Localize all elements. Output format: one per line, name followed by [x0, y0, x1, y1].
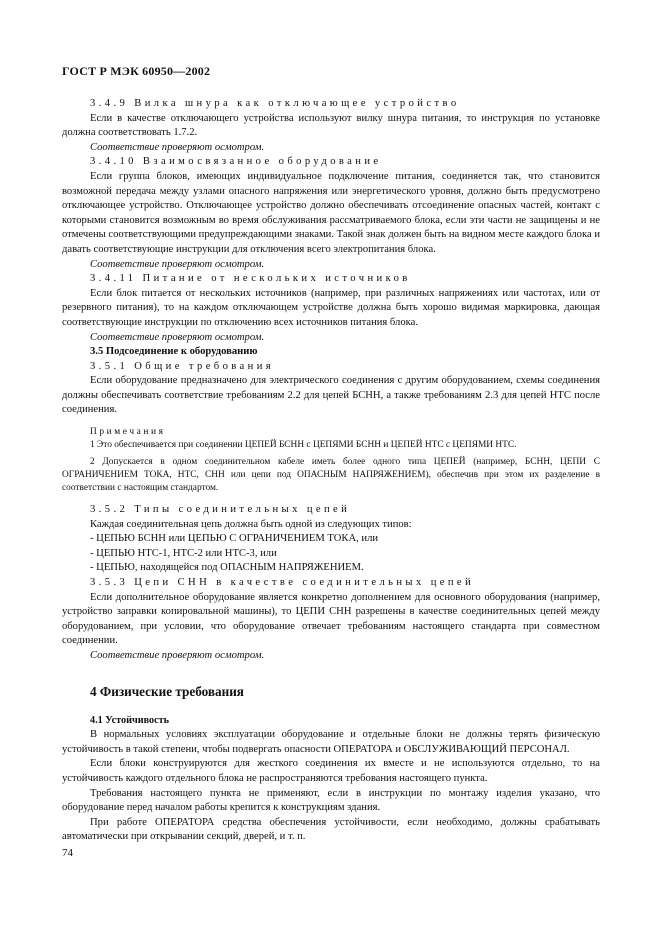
list-item: - ЦЕПЬЮ БСНН или ЦЕПЬЮ С ОГРАНИЧЕНИЕМ ТОКА, или	[90, 533, 379, 545]
section-4-1-paragraph: В нормальных условиях эксплуатации оборудование и отдельные блоки не должны терять физическую устойчивость в такой степени, чтобы подвергать опасности ОПЕРАТОРА и ОБСЛУЖИВАЮЩИЙ ПЕРСОНАЛ.	[62, 729, 600, 755]
document-header: ГОСТ Р МЭК 60950—2002	[62, 64, 211, 78]
section-3-5-3-title: 3.5.3 Цепи СНН в качестве соединительных цепей	[90, 577, 475, 589]
notes-title: Примечания	[90, 427, 166, 438]
section-3-5-1-text: Если оборудование предназначено для электрического соединения с другим оборудованием, схемы соединения должны обеспечивать соответствие требованиям 2.2 для цепей БСНН, а также требованиям 2.3 для цепей НТС после соединения.	[62, 375, 600, 416]
section-3-5-3-check: Соответствие проверяют осмотром.	[90, 650, 265, 661]
section-4-1-title: 4.1 Устойчивость	[90, 714, 170, 726]
section-3-5-title: 3.5 Подсоединение к оборудованию	[90, 346, 258, 358]
section-3-5-3-text: Если дополнительное оборудование является конкретно дополнением для основного оборудования (например, устройство заправки копировальной машины), то ЦЕПИ СНН разрешены в качестве соединительных цепей между оборудованием, при условии, что оборудование отвечает требованиям настоящего стандарта при совместном соединении.	[62, 591, 600, 647]
section-4-1-paragraph: Если блоки конструируются для жесткого соединения их вместе и не используются отдельно, то на устойчивость каждого отдельного блока не распространяются требования настоящего пункта.	[62, 758, 600, 784]
section-4-title: 4 Физические требования	[90, 683, 244, 699]
section-4-1-paragraph: При работе ОПЕРАТОРА средства обеспечения устойчивости, если необходимо, должны срабатывать автоматически при открывании секций, дверей, и т. п.	[62, 816, 600, 843]
section-3-4-10-title: 3.4.10 Взаимосвязанное оборудование	[90, 156, 382, 168]
section-3-4-9-text: Если в качестве отключающего устройства используют вилку шнура питания, то инструкция по установке должна соответствовать 1.7.2.	[62, 112, 600, 139]
page-number: 74	[62, 847, 73, 859]
section-3-5-2-text: Каждая соединительная цепь должна быть одной из следующих типов:	[90, 518, 412, 530]
section-3-4-10-text: Если группа блоков, имеющих индивидуальное подключение питания, соединяется так, что становится возможной передача между узлами опасного напряжения или энергетического уровня, должно быть предусмотрено отключающее устройство. Отключающее устройство должно обеспечивать отсоединение опасных частей, контакт с которыми становится возможным во время обслуживания рассматриваемого блока, если эти части не защищены и не отмечены соответствующими предупреждающими знаками. Такой знак должен быть на видном месте каждого блока и давать соответствующие инструкции для отключения всего электропитания блока.	[62, 170, 600, 255]
section-4-1-paragraph: Требования настоящего пункта не применяют, если в инструкции по монтажу изделия указано, что оборудование перед началом работы крепится к конструкциям здания.	[62, 787, 600, 814]
note-1: 1 Это обеспечивается при соединении ЦЕПЕЙ БСНН с ЦЕПЯМИ БСНН и ЦЕПЕЙ НТС с ЦЕПЯМИ НТС.	[90, 440, 517, 451]
list-item: - ЦЕПЬЮ, находящейся под ОПАСНЫМ НАПРЯЖЕНИЕМ.	[90, 562, 364, 574]
section-3-5-2-title: 3.5.2 Типы соединительных цепей	[90, 504, 351, 516]
note-2: 2 Допускается в одном соединительном кабеле иметь более одного типа ЦЕПЕЙ (например, БСНН, ЦЕПИ С ОГРАНИЧЕНИЕМ ТОКА, НТС, СНН или цепи под ОПАСНЫМ НАПРЯЖЕНИЕМ), обеспечив при этом их разделение в соответствии с настоящим стандартом.	[62, 457, 600, 494]
document-body	[62, 97, 600, 845]
list-item: - ЦЕПЬЮ НТС-1, НТС-2 или НТС-3, или	[90, 547, 277, 559]
section-3-5-1-title: 3.5.1 Общие требования	[90, 360, 275, 372]
section-3-4-9-title: 3.4.9 Вилка шнура как отключающее устройство	[90, 98, 460, 109]
section-3-4-10-check: Соответствие проверяют осмотром.	[90, 258, 265, 270]
section-3-4-11-title: 3.4.11 Питание от нескольких источников	[90, 273, 411, 285]
section-3-4-9-check: Соответствие проверяют осмотром.	[90, 141, 265, 153]
section-3-4-11-text: Если блок питается от нескольких источников (например, при различных напряжениях или частотах, или от резервного питания), то на каждом отключающем устройстве должна быть хорошо видимая маркировка, дающая соответствующие инструкции по отключению всех источников питания блока.	[62, 287, 600, 328]
section-3-4-11-check: Соответствие проверяют осмотром.	[90, 331, 265, 343]
